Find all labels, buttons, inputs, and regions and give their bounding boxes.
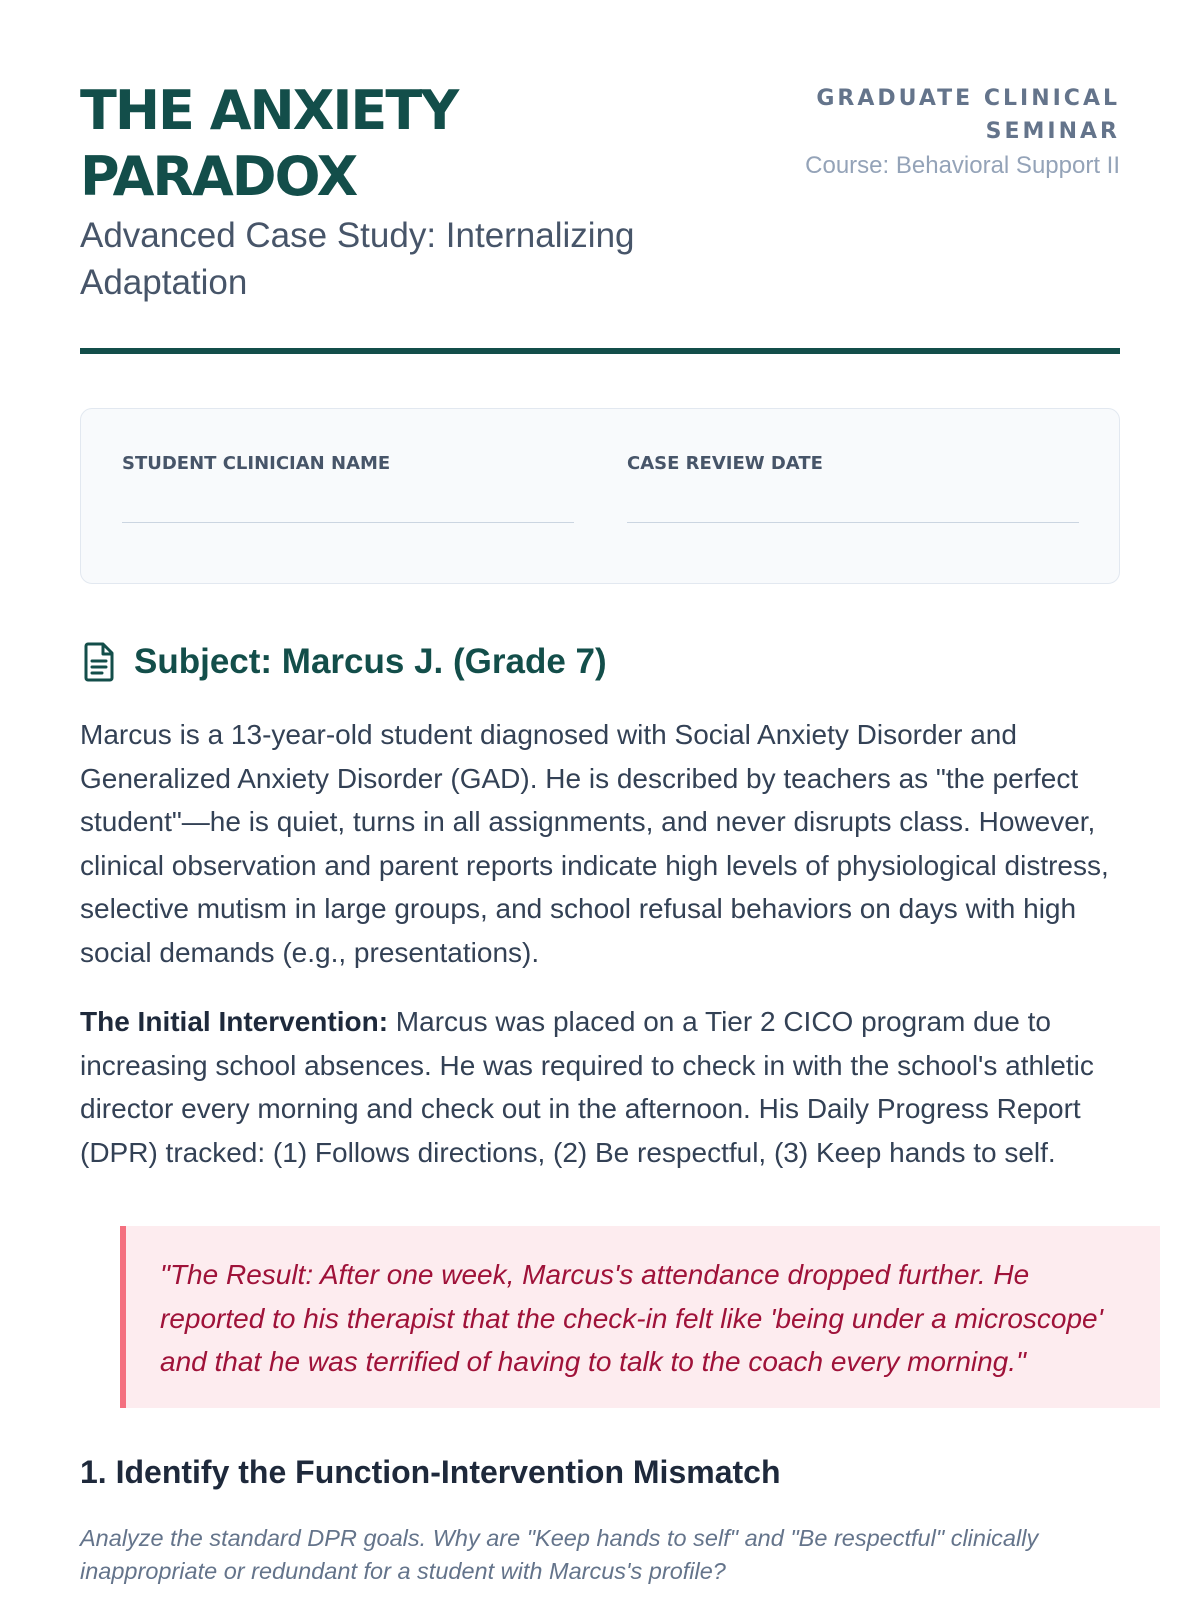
case-review-date-field[interactable] [627,451,1079,523]
clinician-name-line[interactable] [122,522,574,523]
initial-intervention-paragraph [80,1000,1120,1174]
case-review-date-label: CASE REVIEW DATE [627,453,823,474]
section-1-heading: 1. Identify the Function-Intervention Mismatch [80,1454,781,1490]
initial-intervention-text: Marcus was placed on a Tier 2 CICO program due to increasing school absences. He was required to check in with the school's athletic director every morning and check out in the afternoon. His Daily Progress Report (DPR) tracked: (1) Follows directions, (2) Be respectful, (3) Keep hands to self. [80,1006,1094,1168]
section-1-prompt: Analyze the standard DPR goals. Why are "Keep hands to self" and "Be respectful" clinically inappropriate or redundant for a student with Marcus's profile? [80,1525,1039,1584]
case-study-header [80,0,1120,356]
result-quote: "The Result: After one week, Marcus's attendance dropped further. He reported to his therapist that the check-in felt like 'being under a microscope' and that he was terrified of having to talk to the coach every morning." [120,1226,1160,1408]
subject-heading [80,638,607,686]
header-divider [80,348,1120,354]
subject-description: Marcus is a 13-year-old student diagnosed with Social Anxiety Disorder and Generalized Anxiety Disorder (GAD). He is described by teachers as "the perfect student"—he is quiet, turns in all assignments, and never disrupts class. However, clinical observation and parent reports indicate high levels of physiological distress, selective mutism in large groups, and school refusal behaviors on days with high social demands (e.g., presentations). [80,719,1109,968]
clinician-name-field[interactable] [122,451,574,523]
clinician-name-label: STUDENT CLINICIAN NAME [122,453,391,474]
clinician-info-card [80,408,1120,584]
seminar-label: GRADUATE CLINICAL SEMINAR [816,86,1120,144]
document-icon [80,641,118,683]
page-subtitle: Advanced Case Study: Internalizing Adaptation [80,216,635,302]
subject-heading-text: Subject: Marcus J. (Grade 7) [134,642,607,681]
course-name: Course: Behavioral Support II [805,152,1120,179]
page-title: THE ANXIETY PARADOX [80,79,458,208]
initial-intervention-label: The Initial Intervention: [80,1006,389,1037]
case-review-date-line[interactable] [627,522,1079,523]
course-meta [790,82,1120,182]
